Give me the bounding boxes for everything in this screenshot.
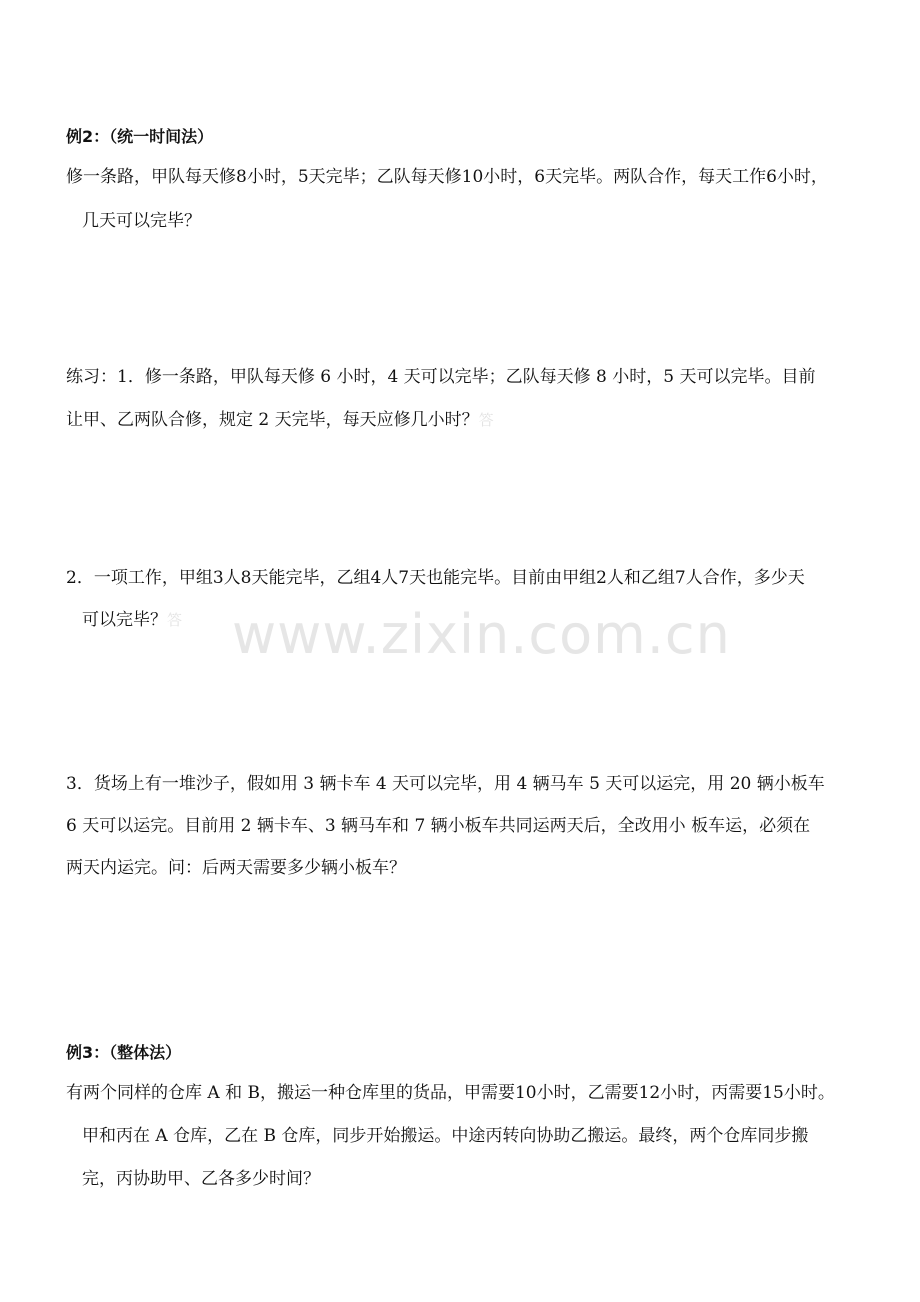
practice3-text-line2: 6 天可以运完。目前用 2 辆卡车、3 辆马车和 7 辆小板车共同运两天后，全改用小 板车运，必须在 (66, 816, 811, 836)
example3-heading: 例3：（整体法） (66, 1043, 182, 1062)
practice1-text-line1 (66, 365, 816, 389)
practice1-line1: 练习：1．修一条路，甲队每天修 6 小时，4 天可以完毕；乙队每天修 8 小时，5 天可以完毕。目前 (66, 367, 816, 387)
practice2-text-line2 (82, 608, 182, 632)
practice3-text-line3: 两天内运完。问：后两天需要多少辆小板车？ (66, 858, 406, 878)
practice1-text-line2 (66, 408, 494, 432)
practice1-line2: 让甲、乙两队合修，规定 2 天完毕，每天应修几小时？ (66, 410, 479, 430)
example2-text-line1: 修一条路，甲队每天修8小时，5天完毕；乙队每天修10小时，6天完毕。两队合作，每天工作6小时， (66, 167, 828, 187)
practice2-faint-mark: 答 (167, 611, 183, 629)
example3-text-line3: 完，丙协助甲、乙各多少时间？ (82, 1169, 320, 1189)
practice2-line2: 可以完毕？ (82, 610, 167, 630)
practice3-text-line1: 3．货场上有一堆沙子，假如用 3 辆卡车 4 天可以完毕，用 4 辆马车 5 天可以运完，用 20 辆小板车 (66, 774, 825, 794)
practice2-text-line1: 2．一项工作，甲组3人8天能完毕，乙组4人7天也能完毕。目前由甲组2人和乙组7人合作，多少天 (66, 568, 805, 588)
example2-text-line2: 几天可以完毕？ (82, 211, 201, 231)
example2-heading: 例2：（统一时间法） (66, 127, 214, 146)
example3-text-line2: 甲和丙在 A 仓库，乙在 B 仓库，同步开始搬运。中途丙转向协助乙搬运。最终，两个仓库同步搬 (82, 1126, 809, 1146)
practice1-faint-mark: 答 (478, 411, 494, 429)
example3-text-line1: 有两个同样的仓库 A 和 B，搬运一种仓库里的货品，甲需要10小时，乙需要12小时，丙需要15小时。 (66, 1083, 835, 1103)
watermark: www.zixin.com.cn (232, 603, 731, 666)
